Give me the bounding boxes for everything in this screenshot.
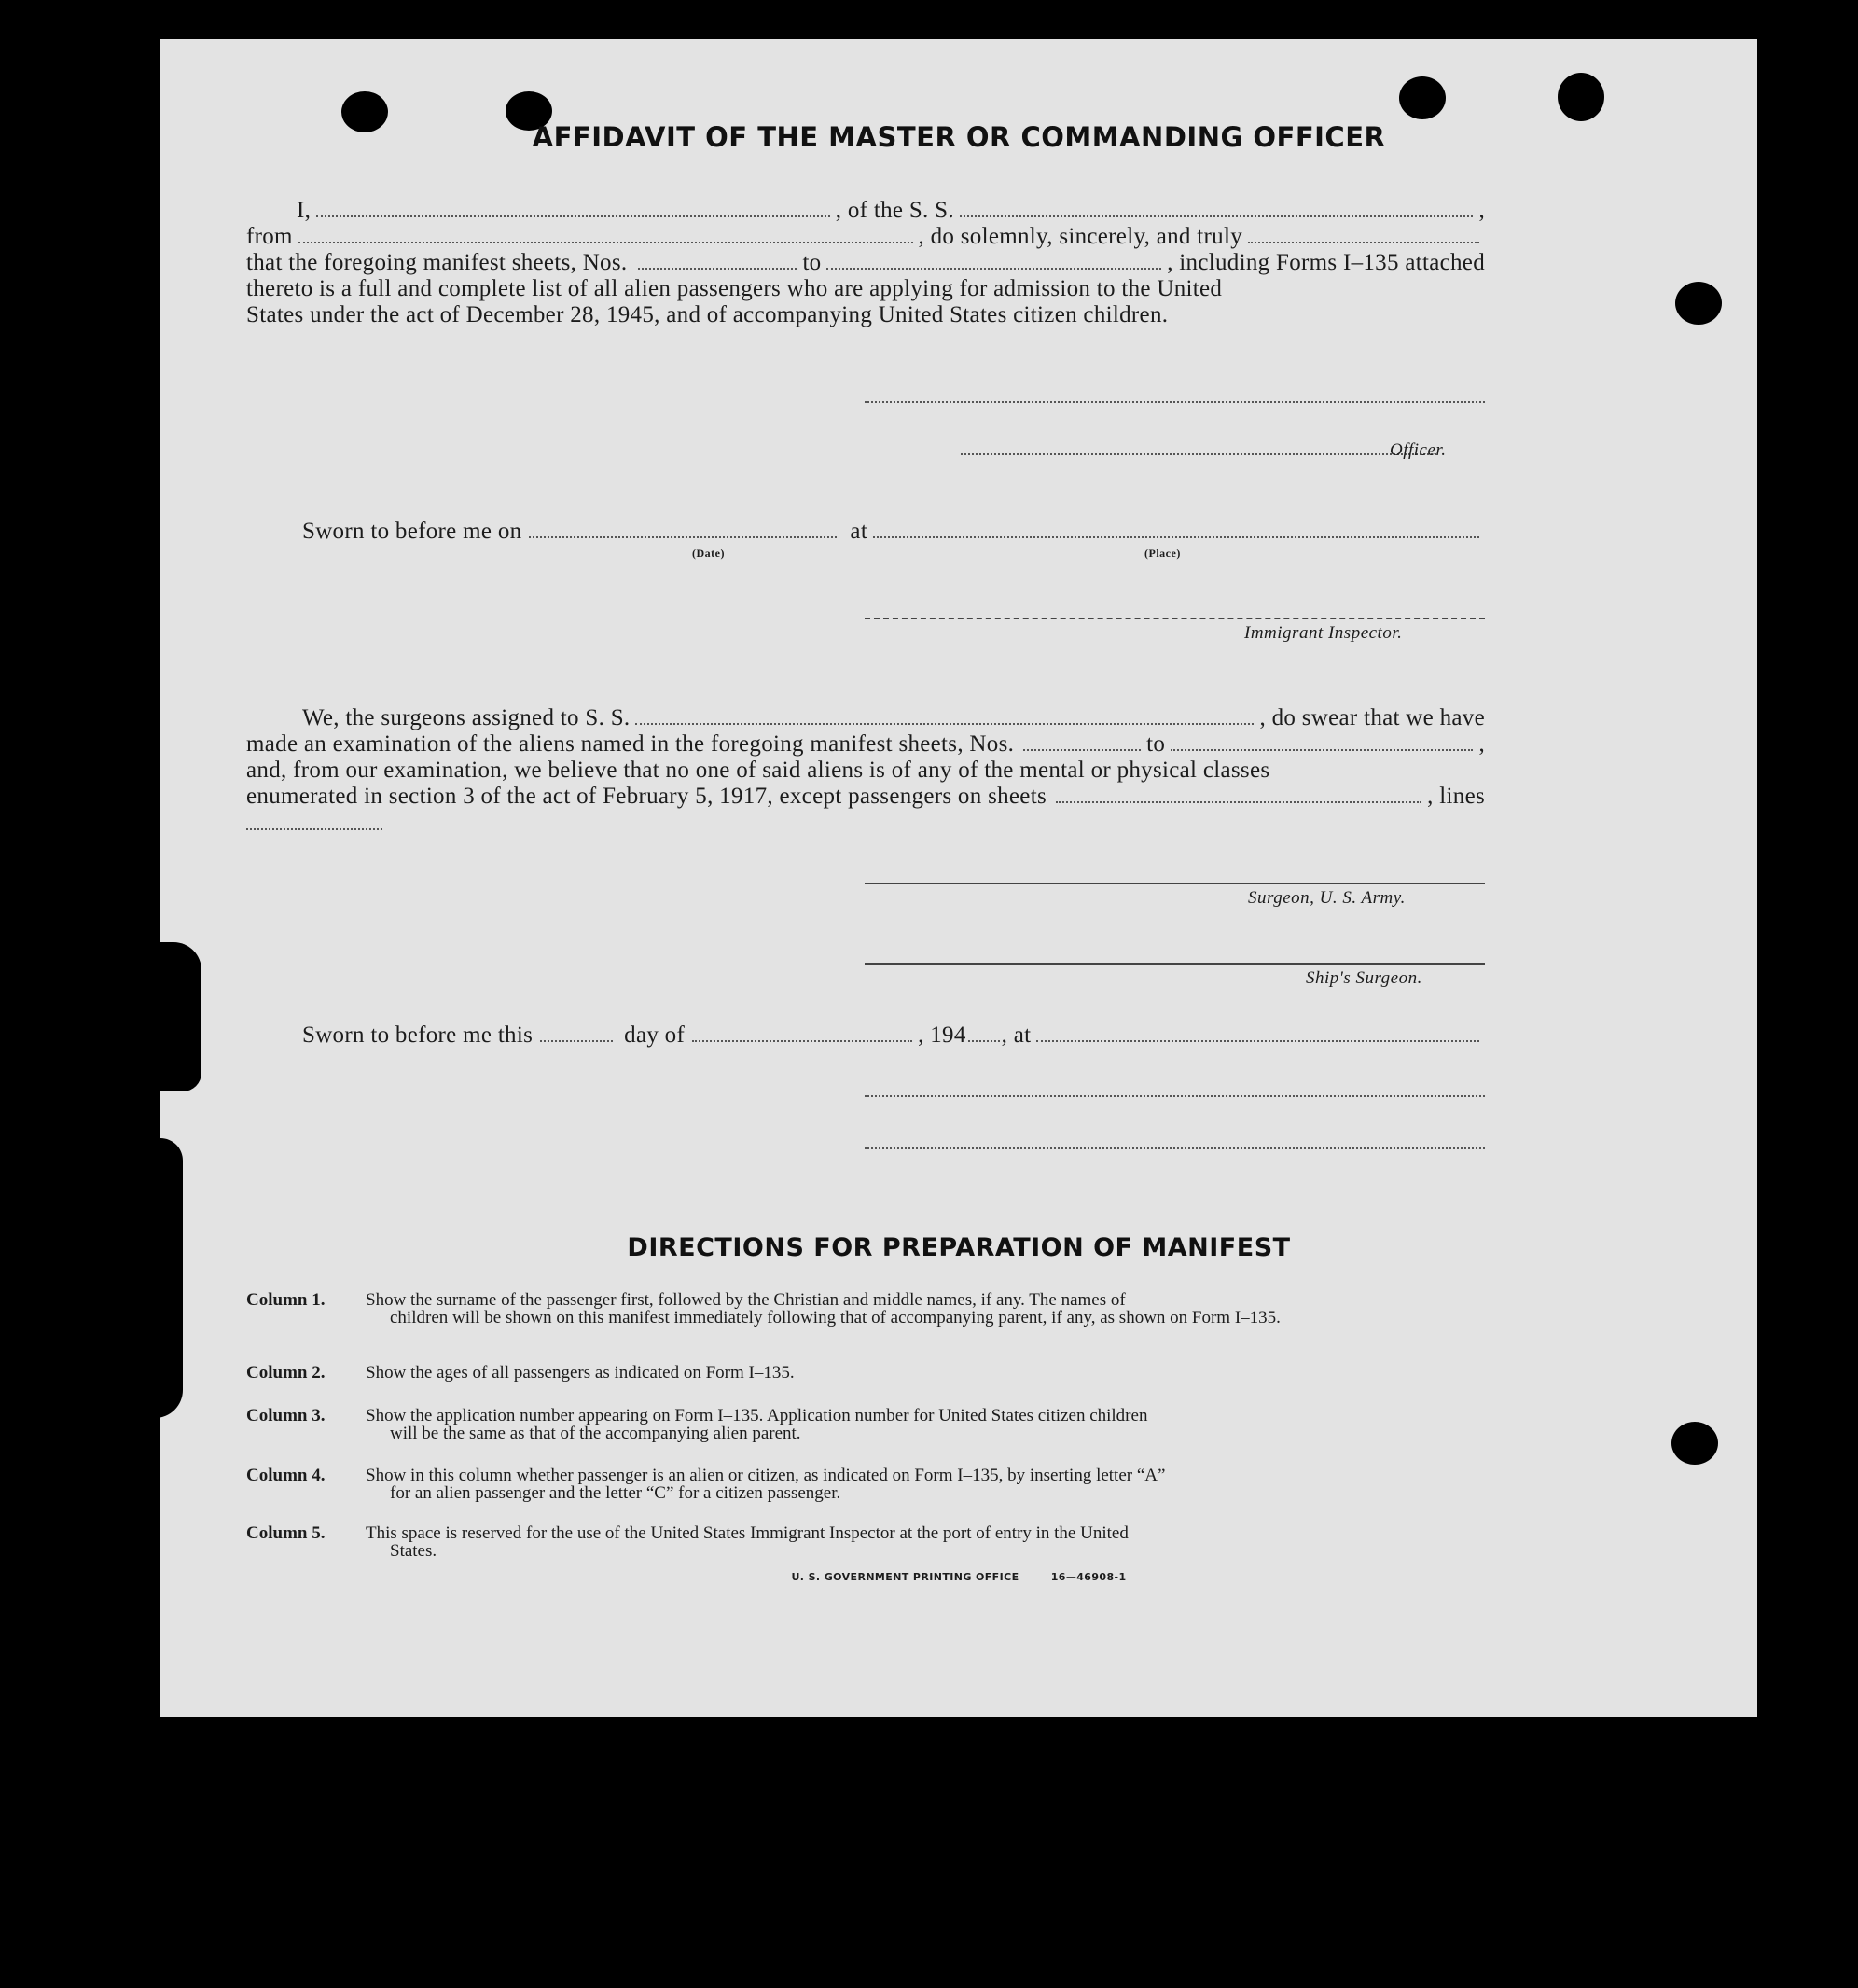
sworn-place-field[interactable] <box>873 520 1479 538</box>
affidavit-line-3 <box>246 250 1485 276</box>
place-caption: (Place) <box>1144 547 1181 560</box>
surgeons-line-3 <box>246 758 1485 784</box>
sheet-from-field[interactable] <box>638 251 797 270</box>
surgeons-text: to <box>1146 731 1166 757</box>
sworn-text: at <box>850 519 868 544</box>
sworn-month-field[interactable] <box>692 1023 912 1042</box>
direction-body <box>366 1407 1485 1442</box>
direction-body <box>366 1364 1485 1382</box>
surgeons-text: and, from our examination, we believe that no one of said aliens is of any of the mental or physical classes <box>246 758 1270 783</box>
affidavit-line-2 <box>246 224 1485 250</box>
surgeons-text: , lines <box>1427 784 1485 809</box>
oath-field[interactable] <box>1248 225 1479 243</box>
signature-line[interactable] <box>865 401 1485 403</box>
affidavit-line-5 <box>246 302 1485 328</box>
ship-surgeon-signature-line[interactable] <box>865 963 1485 965</box>
army-surgeon-label: Surgeon, U. S. Army. <box>1248 888 1406 908</box>
signature-line[interactable] <box>865 1147 1485 1149</box>
affidavit-line-1 <box>246 198 1485 224</box>
affidavit-text: to <box>802 250 822 275</box>
sworn-line-2 <box>302 1022 1485 1049</box>
surgeons-text: made an examination of the aliens named in the foregoing manifest sheets, Nos. <box>246 731 1015 757</box>
affidavit-text: from <box>246 224 293 249</box>
sworn-line-1 <box>302 519 1485 545</box>
direction-label: Column 2. <box>246 1363 326 1383</box>
officer-signature-line[interactable] <box>961 453 1436 455</box>
officer-label: Officer. <box>1390 440 1447 460</box>
date-caption: (Date) <box>692 547 725 560</box>
surgeons-sheet-to-field[interactable] <box>1171 732 1473 751</box>
affidavit-text: , of the S. S. <box>835 198 954 223</box>
surgeons-text: , do swear that we have <box>1259 705 1485 730</box>
affidavit-text: , <box>1478 198 1485 223</box>
affidavit-text: thereto is a full and complete list of all alien passengers who are applying for admission to the United <box>246 276 1223 301</box>
footer-code: 16—46908-1 <box>1050 1571 1127 1583</box>
surgeons-line-4 <box>246 784 1485 810</box>
departure-port-field[interactable] <box>298 225 913 243</box>
affidavit-text: that the foregoing manifest sheets, Nos. <box>246 250 628 275</box>
army-surgeon-signature-line[interactable] <box>865 883 1485 884</box>
surgeons-sheet-from-field[interactable] <box>1023 732 1141 751</box>
sworn-text: Sworn to before me on <box>302 519 522 544</box>
direction-body <box>366 1467 1485 1502</box>
sworn-text: , at <box>1001 1022 1032 1048</box>
direction-text: Show the surname of the passenger first, followed by the Christian and middle names, if any. The names of <box>366 1290 1126 1310</box>
direction-text: will be the same as that of the accompanying alien parent. <box>390 1424 801 1443</box>
punch-hole <box>1671 1422 1718 1465</box>
direction-label: Column 4. <box>246 1466 326 1485</box>
direction-text: Show the application number appearing on Form I–135. Application number for United States citizen children <box>366 1406 1148 1425</box>
surgeons-line-1 <box>246 705 1485 731</box>
edge-stain <box>140 1138 183 1418</box>
directions-title: DIRECTIONS FOR PREPARATION OF MANIFEST <box>627 1233 1291 1262</box>
ship-name-field[interactable] <box>960 199 1474 217</box>
direction-text: for an alien passenger and the letter “C” for a citizen passenger. <box>390 1483 841 1503</box>
affidavit-title: AFFIDAVIT OF THE MASTER OR COMMANDING OFFICER <box>532 121 1386 153</box>
direction-text: This space is reserved for the use of the United States Immigrant Inspector at the port of entry in the United <box>366 1523 1129 1543</box>
sworn-date-field[interactable] <box>529 520 837 538</box>
printing-office-footer <box>160 1571 1757 1583</box>
sheet-to-field[interactable] <box>826 251 1161 270</box>
affidavit-text: I, <box>297 198 312 223</box>
surgeons-text: , <box>1478 731 1485 757</box>
sworn-text: day of <box>624 1022 686 1048</box>
surgeons-text: We, the surgeons assigned to S. S. <box>302 705 631 730</box>
punch-hole <box>1675 282 1722 325</box>
surgeons-text: enumerated in section 3 of the act of February 5, 1917, except passengers on sheets <box>246 784 1047 809</box>
direction-label: Column 5. <box>246 1523 326 1543</box>
punch-hole <box>1399 76 1446 119</box>
form-sheet <box>160 39 1757 1717</box>
affidavit-line-4 <box>246 276 1485 302</box>
sworn-day-field[interactable] <box>540 1023 613 1042</box>
ship-surgeon-label: Ship's Surgeon. <box>1306 968 1422 988</box>
direction-body <box>366 1524 1485 1560</box>
surgeons-ship-field[interactable] <box>635 706 1254 725</box>
direction-label: Column 3. <box>246 1406 326 1425</box>
master-name-field[interactable] <box>316 199 830 217</box>
signature-line[interactable] <box>865 1095 1485 1097</box>
direction-text: Show the ages of all passengers as indicated on Form I–135. <box>366 1363 795 1383</box>
direction-body <box>366 1291 1485 1327</box>
punch-hole <box>1558 73 1604 121</box>
affidavit-text: , including Forms I–135 attached <box>1167 250 1485 275</box>
direction-label: Column 1. <box>246 1290 326 1310</box>
sworn-year-field[interactable] <box>968 1023 1000 1042</box>
direction-text: States. <box>390 1541 437 1561</box>
lines-field[interactable] <box>246 828 382 830</box>
direction-text: Show in this column whether passenger is an alien or citizen, as indicated on Form I–135, by inserting letter “A” <box>366 1466 1166 1485</box>
inspector-label: Immigrant Inspector. <box>1244 623 1403 643</box>
direction-text: children will be shown on this manifest immediately following that of accompanying parent, if any, as shown on Form I–135. <box>390 1308 1281 1328</box>
sworn-text: Sworn to before me this <box>302 1022 534 1048</box>
sworn-text: , 194 <box>918 1022 966 1048</box>
inspector-signature-line[interactable] <box>865 618 1485 619</box>
surgeons-line-2 <box>246 731 1485 758</box>
footer-office: U. S. GOVERNMENT PRINTING OFFICE <box>791 1571 1019 1583</box>
except-sheets-field[interactable] <box>1056 785 1421 803</box>
sworn-place-field-2[interactable] <box>1036 1023 1479 1042</box>
affidavit-text: States under the act of December 28, 1945, and of accompanying United States citizen children. <box>246 302 1169 327</box>
affidavit-text: , do solemnly, sincerely, and truly <box>918 224 1242 249</box>
edge-stain <box>160 942 201 1091</box>
